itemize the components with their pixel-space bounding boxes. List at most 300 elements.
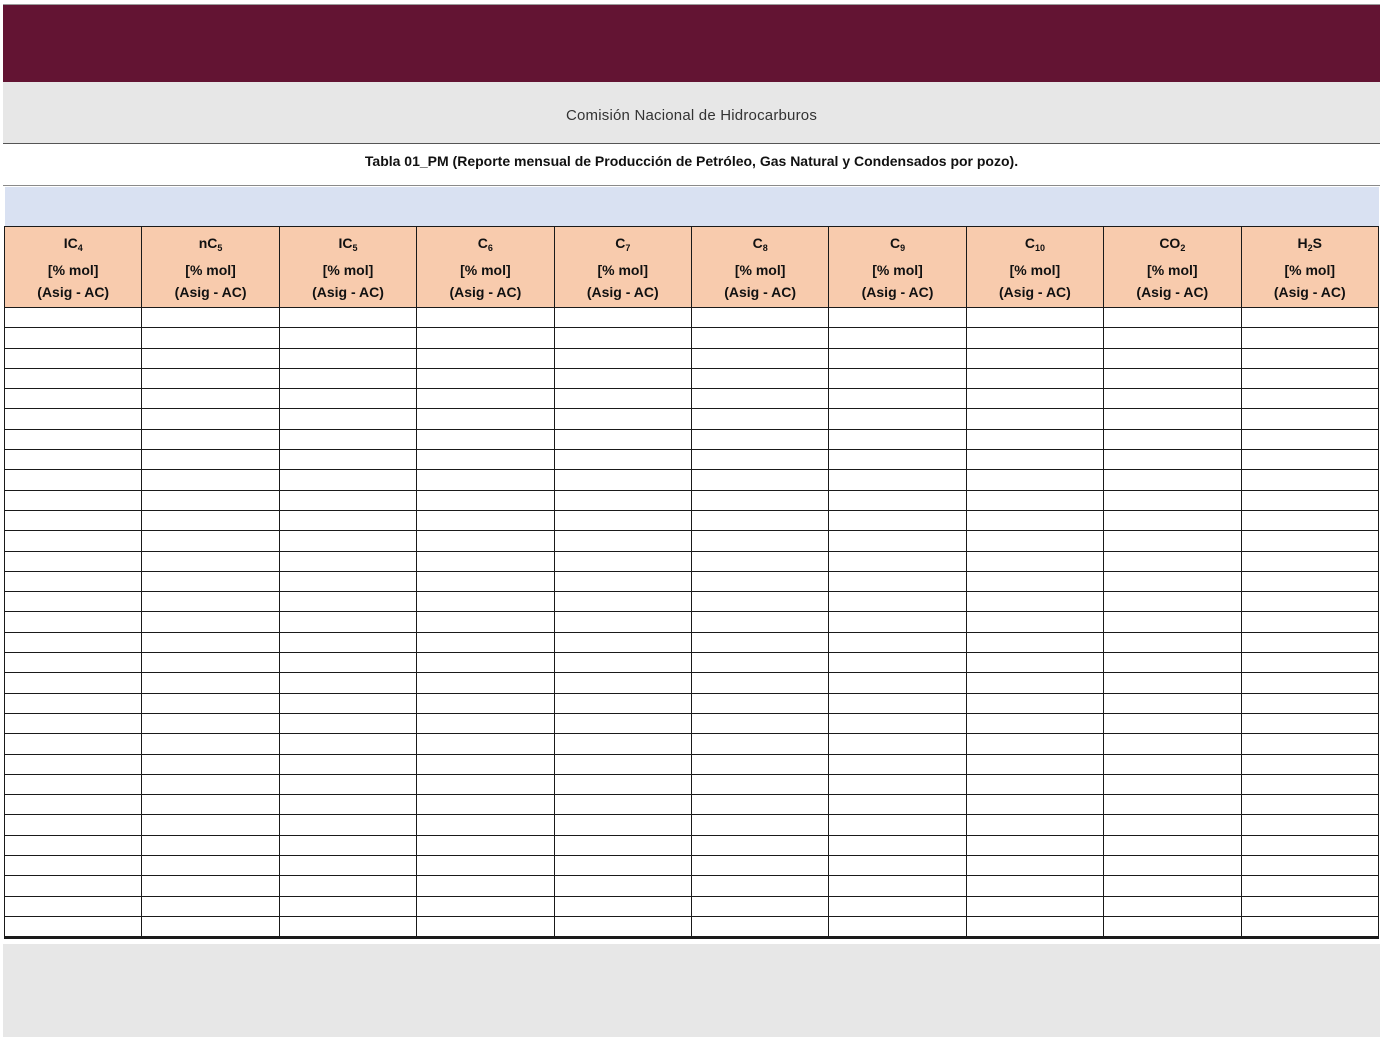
table-cell[interactable] (417, 734, 554, 754)
table-cell[interactable] (5, 856, 142, 876)
table-cell[interactable] (829, 551, 966, 571)
table-cell[interactable] (829, 409, 966, 429)
table-cell[interactable] (829, 774, 966, 794)
table-cell[interactable] (5, 409, 142, 429)
table-cell[interactable] (554, 389, 691, 409)
table-cell[interactable] (829, 653, 966, 673)
table-cell[interactable] (554, 693, 691, 713)
table-cell[interactable] (829, 571, 966, 591)
table-cell[interactable] (829, 713, 966, 733)
table-cell[interactable] (417, 510, 554, 530)
table-cell[interactable] (1241, 429, 1378, 449)
table-cell[interactable] (417, 815, 554, 835)
table-cell[interactable] (279, 673, 416, 693)
table-cell[interactable] (554, 470, 691, 490)
table-cell[interactable] (5, 734, 142, 754)
table-cell[interactable] (417, 795, 554, 815)
table-cell[interactable] (554, 490, 691, 510)
table-cell[interactable] (554, 653, 691, 673)
table-cell[interactable] (691, 490, 828, 510)
table-cell[interactable] (5, 592, 142, 612)
table-cell[interactable] (1241, 713, 1378, 733)
table-cell[interactable] (691, 368, 828, 388)
table-cell[interactable] (279, 389, 416, 409)
table-cell[interactable] (5, 673, 142, 693)
table-cell[interactable] (5, 551, 142, 571)
table-cell[interactable] (829, 450, 966, 470)
table-cell[interactable] (1241, 612, 1378, 632)
table-cell[interactable] (691, 632, 828, 652)
table-cell[interactable] (966, 510, 1103, 530)
table-cell[interactable] (1104, 348, 1241, 368)
table-cell[interactable] (691, 815, 828, 835)
table-cell[interactable] (1241, 531, 1378, 551)
table-cell[interactable] (829, 368, 966, 388)
table-cell[interactable] (279, 510, 416, 530)
table-cell[interactable] (1104, 856, 1241, 876)
table-cell[interactable] (691, 409, 828, 429)
table-cell[interactable] (417, 409, 554, 429)
table-cell[interactable] (1241, 389, 1378, 409)
table-cell[interactable] (5, 308, 142, 328)
table-cell[interactable] (829, 389, 966, 409)
table-cell[interactable] (5, 470, 142, 490)
table-cell[interactable] (142, 429, 279, 449)
table-cell[interactable] (554, 368, 691, 388)
table-cell[interactable] (417, 774, 554, 794)
table-cell[interactable] (5, 774, 142, 794)
table-cell[interactable] (1104, 531, 1241, 551)
table-cell[interactable] (691, 713, 828, 733)
table-cell[interactable] (966, 653, 1103, 673)
table-cell[interactable] (966, 551, 1103, 571)
table-cell[interactable] (829, 510, 966, 530)
table-cell[interactable] (829, 531, 966, 551)
table-cell[interactable] (142, 551, 279, 571)
table-cell[interactable] (1241, 328, 1378, 348)
table-cell[interactable] (554, 571, 691, 591)
table-cell[interactable] (1104, 916, 1241, 937)
table-cell[interactable] (1241, 734, 1378, 754)
table-cell[interactable] (279, 409, 416, 429)
table-cell[interactable] (966, 734, 1103, 754)
table-cell[interactable] (691, 531, 828, 551)
table-cell[interactable] (417, 389, 554, 409)
table-cell[interactable] (279, 774, 416, 794)
table-cell[interactable] (966, 328, 1103, 348)
table-cell[interactable] (966, 308, 1103, 328)
table-cell[interactable] (417, 308, 554, 328)
table-cell[interactable] (966, 409, 1103, 429)
table-cell[interactable] (417, 632, 554, 652)
table-cell[interactable] (142, 795, 279, 815)
table-cell[interactable] (554, 754, 691, 774)
table-cell[interactable] (279, 632, 416, 652)
table-cell[interactable] (691, 896, 828, 916)
table-cell[interactable] (1241, 510, 1378, 530)
table-cell[interactable] (554, 774, 691, 794)
table-cell[interactable] (1104, 795, 1241, 815)
table-cell[interactable] (1104, 876, 1241, 896)
table-cell[interactable] (417, 531, 554, 551)
table-cell[interactable] (1241, 693, 1378, 713)
table-cell[interactable] (1104, 389, 1241, 409)
table-cell[interactable] (417, 754, 554, 774)
table-cell[interactable] (5, 693, 142, 713)
table-cell[interactable] (554, 835, 691, 855)
table-cell[interactable] (142, 450, 279, 470)
table-cell[interactable] (1104, 328, 1241, 348)
table-cell[interactable] (142, 754, 279, 774)
table-cell[interactable] (691, 510, 828, 530)
table-cell[interactable] (279, 348, 416, 368)
table-cell[interactable] (142, 916, 279, 937)
table-cell[interactable] (691, 592, 828, 612)
table-cell[interactable] (1104, 896, 1241, 916)
table-cell[interactable] (966, 490, 1103, 510)
table-cell[interactable] (417, 673, 554, 693)
table-cell[interactable] (829, 490, 966, 510)
table-cell[interactable] (1104, 450, 1241, 470)
table-cell[interactable] (554, 531, 691, 551)
table-cell[interactable] (142, 653, 279, 673)
table-cell[interactable] (5, 450, 142, 470)
table-cell[interactable] (966, 896, 1103, 916)
table-cell[interactable] (279, 429, 416, 449)
table-cell[interactable] (829, 612, 966, 632)
table-cell[interactable] (829, 815, 966, 835)
table-cell[interactable] (1241, 409, 1378, 429)
table-cell[interactable] (5, 612, 142, 632)
table-cell[interactable] (417, 713, 554, 733)
table-cell[interactable] (279, 835, 416, 855)
table-cell[interactable] (5, 632, 142, 652)
table-cell[interactable] (5, 896, 142, 916)
table-cell[interactable] (966, 693, 1103, 713)
table-cell[interactable] (829, 835, 966, 855)
table-cell[interactable] (1241, 368, 1378, 388)
table-cell[interactable] (554, 632, 691, 652)
table-cell[interactable] (554, 510, 691, 530)
table-cell[interactable] (142, 348, 279, 368)
table-cell[interactable] (691, 450, 828, 470)
table-cell[interactable] (829, 734, 966, 754)
table-cell[interactable] (142, 815, 279, 835)
table-cell[interactable] (966, 916, 1103, 937)
table-cell[interactable] (829, 348, 966, 368)
table-cell[interactable] (691, 774, 828, 794)
table-cell[interactable] (142, 734, 279, 754)
table-cell[interactable] (691, 653, 828, 673)
table-cell[interactable] (691, 328, 828, 348)
table-cell[interactable] (279, 612, 416, 632)
table-cell[interactable] (142, 774, 279, 794)
table-cell[interactable] (829, 308, 966, 328)
table-cell[interactable] (554, 612, 691, 632)
table-cell[interactable] (279, 368, 416, 388)
table-cell[interactable] (966, 713, 1103, 733)
table-cell[interactable] (966, 368, 1103, 388)
table-cell[interactable] (279, 490, 416, 510)
table-cell[interactable] (1241, 754, 1378, 774)
table-cell[interactable] (829, 795, 966, 815)
table-cell[interactable] (142, 308, 279, 328)
table-cell[interactable] (1104, 409, 1241, 429)
table-cell[interactable] (966, 835, 1103, 855)
table-cell[interactable] (691, 835, 828, 855)
table-cell[interactable] (1104, 470, 1241, 490)
table-cell[interactable] (5, 368, 142, 388)
table-cell[interactable] (279, 592, 416, 612)
table-cell[interactable] (142, 531, 279, 551)
table-cell[interactable] (966, 754, 1103, 774)
table-cell[interactable] (1241, 490, 1378, 510)
table-cell[interactable] (5, 429, 142, 449)
table-cell[interactable] (142, 389, 279, 409)
table-cell[interactable] (1104, 612, 1241, 632)
table-cell[interactable] (966, 856, 1103, 876)
table-cell[interactable] (1104, 653, 1241, 673)
table-cell[interactable] (5, 389, 142, 409)
table-cell[interactable] (417, 856, 554, 876)
table-cell[interactable] (966, 876, 1103, 896)
table-cell[interactable] (1241, 632, 1378, 652)
table-cell[interactable] (142, 490, 279, 510)
table-cell[interactable] (142, 612, 279, 632)
table-cell[interactable] (1104, 592, 1241, 612)
table-cell[interactable] (691, 470, 828, 490)
table-cell[interactable] (5, 490, 142, 510)
table-cell[interactable] (417, 896, 554, 916)
table-cell[interactable] (829, 693, 966, 713)
table-cell[interactable] (1104, 774, 1241, 794)
table-cell[interactable] (279, 571, 416, 591)
table-cell[interactable] (279, 795, 416, 815)
table-cell[interactable] (5, 815, 142, 835)
table-cell[interactable] (554, 328, 691, 348)
table-cell[interactable] (417, 592, 554, 612)
table-cell[interactable] (1241, 835, 1378, 855)
table-cell[interactable] (142, 368, 279, 388)
table-cell[interactable] (1241, 308, 1378, 328)
table-cell[interactable] (279, 693, 416, 713)
table-cell[interactable] (829, 876, 966, 896)
table-cell[interactable] (1104, 754, 1241, 774)
table-cell[interactable] (417, 429, 554, 449)
table-cell[interactable] (5, 876, 142, 896)
table-cell[interactable] (417, 571, 554, 591)
table-cell[interactable] (417, 490, 554, 510)
table-cell[interactable] (279, 754, 416, 774)
table-cell[interactable] (5, 328, 142, 348)
table-cell[interactable] (1104, 551, 1241, 571)
table-cell[interactable] (279, 916, 416, 937)
table-cell[interactable] (1241, 571, 1378, 591)
table-cell[interactable] (1241, 815, 1378, 835)
table-cell[interactable] (829, 916, 966, 937)
table-cell[interactable] (279, 308, 416, 328)
table-cell[interactable] (966, 470, 1103, 490)
table-cell[interactable] (5, 754, 142, 774)
table-cell[interactable] (966, 612, 1103, 632)
table-cell[interactable] (829, 632, 966, 652)
table-cell[interactable] (691, 754, 828, 774)
table-cell[interactable] (691, 551, 828, 571)
table-cell[interactable] (829, 754, 966, 774)
table-cell[interactable] (966, 632, 1103, 652)
table-cell[interactable] (417, 876, 554, 896)
table-cell[interactable] (1241, 592, 1378, 612)
table-cell[interactable] (142, 693, 279, 713)
table-cell[interactable] (1241, 348, 1378, 368)
table-cell[interactable] (5, 653, 142, 673)
table-cell[interactable] (1104, 368, 1241, 388)
table-cell[interactable] (279, 531, 416, 551)
table-cell[interactable] (691, 856, 828, 876)
table-cell[interactable] (691, 571, 828, 591)
table-cell[interactable] (691, 916, 828, 937)
table-cell[interactable] (554, 916, 691, 937)
table-cell[interactable] (829, 673, 966, 693)
table-cell[interactable] (1104, 429, 1241, 449)
table-cell[interactable] (142, 673, 279, 693)
table-cell[interactable] (691, 348, 828, 368)
table-cell[interactable] (1241, 774, 1378, 794)
table-cell[interactable] (142, 470, 279, 490)
table-cell[interactable] (417, 551, 554, 571)
table-cell[interactable] (142, 592, 279, 612)
table-cell[interactable] (554, 450, 691, 470)
table-cell[interactable] (417, 653, 554, 673)
table-cell[interactable] (829, 592, 966, 612)
table-cell[interactable] (829, 470, 966, 490)
table-cell[interactable] (142, 835, 279, 855)
table-cell[interactable] (142, 856, 279, 876)
table-cell[interactable] (5, 510, 142, 530)
table-cell[interactable] (5, 531, 142, 551)
table-cell[interactable] (966, 531, 1103, 551)
table-cell[interactable] (966, 795, 1103, 815)
table-cell[interactable] (279, 856, 416, 876)
table-cell[interactable] (279, 713, 416, 733)
table-cell[interactable] (142, 328, 279, 348)
table-cell[interactable] (1241, 896, 1378, 916)
table-cell[interactable] (279, 815, 416, 835)
table-cell[interactable] (1104, 632, 1241, 652)
table-cell[interactable] (142, 632, 279, 652)
table-cell[interactable] (417, 693, 554, 713)
table-cell[interactable] (417, 835, 554, 855)
table-cell[interactable] (1104, 693, 1241, 713)
table-cell[interactable] (554, 348, 691, 368)
table-cell[interactable] (554, 734, 691, 754)
table-cell[interactable] (1241, 876, 1378, 896)
table-cell[interactable] (1241, 795, 1378, 815)
table-cell[interactable] (417, 470, 554, 490)
table-cell[interactable] (691, 429, 828, 449)
table-cell[interactable] (554, 592, 691, 612)
table-cell[interactable] (279, 653, 416, 673)
table-cell[interactable] (554, 429, 691, 449)
table-cell[interactable] (554, 713, 691, 733)
table-cell[interactable] (691, 734, 828, 754)
table-cell[interactable] (691, 876, 828, 896)
table-cell[interactable] (554, 815, 691, 835)
table-cell[interactable] (5, 571, 142, 591)
table-cell[interactable] (691, 308, 828, 328)
table-cell[interactable] (829, 328, 966, 348)
table-cell[interactable] (417, 328, 554, 348)
table-cell[interactable] (554, 673, 691, 693)
table-cell[interactable] (142, 896, 279, 916)
table-cell[interactable] (691, 389, 828, 409)
table-cell[interactable] (1104, 815, 1241, 835)
table-cell[interactable] (966, 592, 1103, 612)
table-cell[interactable] (142, 510, 279, 530)
table-cell[interactable] (829, 429, 966, 449)
table-cell[interactable] (1104, 490, 1241, 510)
table-cell[interactable] (554, 795, 691, 815)
table-cell[interactable] (966, 450, 1103, 470)
table-cell[interactable] (691, 795, 828, 815)
table-cell[interactable] (1241, 470, 1378, 490)
table-cell[interactable] (5, 348, 142, 368)
table-cell[interactable] (1241, 673, 1378, 693)
table-cell[interactable] (1104, 713, 1241, 733)
table-cell[interactable] (691, 612, 828, 632)
table-cell[interactable] (691, 673, 828, 693)
table-cell[interactable] (554, 551, 691, 571)
table-cell[interactable] (279, 328, 416, 348)
table-cell[interactable] (1241, 653, 1378, 673)
table-cell[interactable] (417, 612, 554, 632)
table-cell[interactable] (966, 429, 1103, 449)
table-cell[interactable] (966, 774, 1103, 794)
table-cell[interactable] (1241, 856, 1378, 876)
table-cell[interactable] (1104, 835, 1241, 855)
table-cell[interactable] (279, 876, 416, 896)
table-cell[interactable] (1104, 510, 1241, 530)
table-cell[interactable] (142, 571, 279, 591)
table-cell[interactable] (142, 876, 279, 896)
table-cell[interactable] (1241, 450, 1378, 470)
table-cell[interactable] (966, 389, 1103, 409)
table-cell[interactable] (5, 795, 142, 815)
table-cell[interactable] (829, 856, 966, 876)
table-cell[interactable] (5, 835, 142, 855)
table-cell[interactable] (554, 876, 691, 896)
table-cell[interactable] (1104, 734, 1241, 754)
table-cell[interactable] (142, 409, 279, 429)
table-cell[interactable] (417, 450, 554, 470)
table-cell[interactable] (417, 368, 554, 388)
table-cell[interactable] (966, 673, 1103, 693)
table-cell[interactable] (1104, 308, 1241, 328)
table-cell[interactable] (1241, 551, 1378, 571)
table-cell[interactable] (691, 693, 828, 713)
table-cell[interactable] (1104, 571, 1241, 591)
table-cell[interactable] (966, 815, 1103, 835)
table-cell[interactable] (279, 551, 416, 571)
table-cell[interactable] (279, 734, 416, 754)
table-cell[interactable] (554, 409, 691, 429)
table-cell[interactable] (829, 896, 966, 916)
table-cell[interactable] (417, 348, 554, 368)
table-cell[interactable] (417, 916, 554, 937)
table-cell[interactable] (1241, 916, 1378, 937)
table-cell[interactable] (279, 896, 416, 916)
table-cell[interactable] (554, 856, 691, 876)
